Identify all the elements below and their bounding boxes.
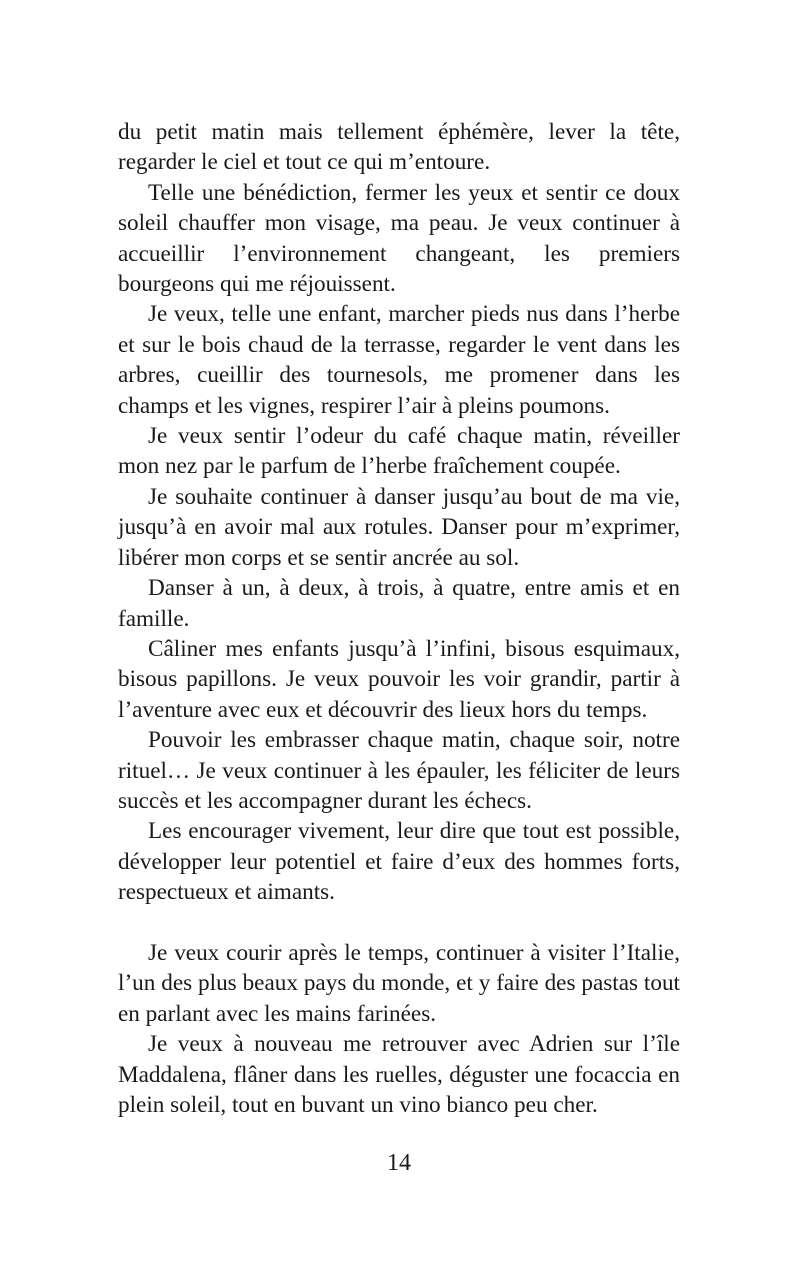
paragraph: Je veux à nouveau me retrouver avec Adrien sur l’île Maddalena, flâner dans les ruelles, déguster une focaccia en plein soleil, tout en buvant un vino bianco peu cher.: [118, 1031, 680, 1118]
paragraph: Les encourager vivement, leur dire que tout est possible, développer leur potentiel et faire d’eux des hommes forts, respectueux et aimants.: [118, 818, 680, 906]
page-body: [118, 117, 680, 1120]
paragraph: Pouvoir les embrasser chaque matin, chaque soir, notre rituel… Je veux continuer à les épauler, les féliciter de leurs succès et les accompagner durant les échecs.: [118, 727, 680, 814]
paragraph: Câliner mes enfants jusqu’à l’infini, bisous esquimaux, bisous papillons. Je veux pouvoir les voir grandir, partir à l’aventure avec eux et découvrir des lieux hors du temps.: [118, 635, 680, 723]
paragraph: Je veux sentir l’odeur du café chaque matin, réveiller mon nez par le parfum de l’herbe fraîchement coupée.: [118, 423, 680, 480]
paragraph: Je veux, telle une enfant, marcher pieds nus dans l’herbe et sur le bois chaud de la terrasse, regarder le vent dans les arbres, cueillir des tournesols, me promener dans les champs et les vignes, respirer l’air à pleins poumons.: [118, 301, 680, 419]
page-number: 14: [387, 1150, 411, 1176]
paragraph: Danser à un, à deux, à trois, à quatre, entre amis et en famille.: [118, 575, 680, 632]
section-break: [118, 908, 680, 938]
paragraph: Je souhaite continuer à danser jusqu’au bout de ma vie, jusqu’à en avoir mal aux rotules. Danser pour m’exprimer, libérer mon corps et se sentir ancrée au sol.: [118, 483, 680, 571]
paragraph: Je veux courir après le temps, continuer à visiter l’Italie, l’un des plus beaux pays du monde, et y faire des pastas tout en parlant avec les mains farinées.: [118, 939, 680, 1027]
paragraph-continued: du petit matin mais tellement éphémère, lever la tête, regarder le ciel et tout ce qui m’entoure.: [118, 119, 680, 176]
paragraph: Telle une bénédiction, fermer les yeux et sentir ce doux soleil chauffer mon visage, ma peau. Je veux continuer à accueillir l’environnement changeant, les premiers bourgeons qui me réjouissent.: [118, 179, 680, 298]
